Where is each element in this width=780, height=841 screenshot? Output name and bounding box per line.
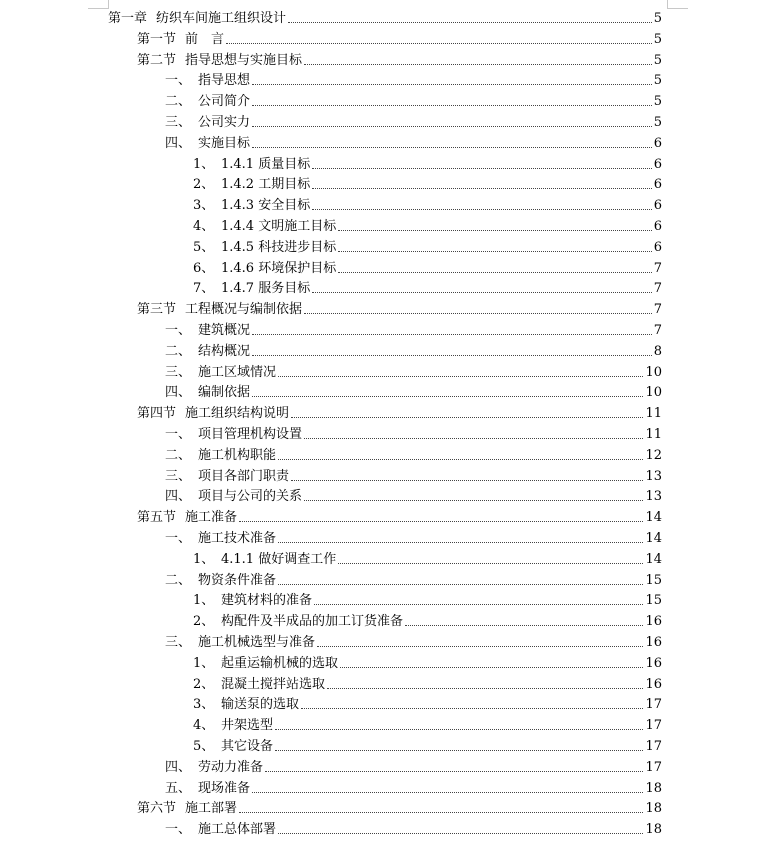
toc-entry-page-number: 7 xyxy=(653,281,662,297)
toc-entry[interactable] xyxy=(137,402,662,422)
toc-entry[interactable] xyxy=(165,485,662,505)
toc-entry-page-number: 18 xyxy=(645,780,662,796)
toc-entry-number: 四、 xyxy=(165,489,192,505)
toc-dot-leader xyxy=(304,313,652,314)
toc-entry-title: 1.4.4 文明施工目标 xyxy=(221,219,337,234)
toc-entry-number: 第三节 xyxy=(137,302,177,318)
toc-entry[interactable] xyxy=(193,673,662,693)
toc-dot-leader xyxy=(252,792,643,793)
toc-dot-leader xyxy=(252,355,652,356)
toc-dot-leader xyxy=(278,584,643,585)
toc-entry[interactable] xyxy=(137,506,662,526)
toc-entry-page-number: 15 xyxy=(645,572,662,588)
toc-entry[interactable] xyxy=(165,69,662,89)
toc-entry[interactable] xyxy=(165,777,662,797)
toc-entry-page-number: 7 xyxy=(653,302,662,318)
toc-entry-number: 三、 xyxy=(165,115,192,130)
toc-entry[interactable] xyxy=(165,90,662,110)
toc-entry[interactable] xyxy=(165,381,662,401)
toc-entry-title: 劳动力准备 xyxy=(198,759,264,775)
toc-entry-page-number: 6 xyxy=(653,219,662,234)
toc-dot-leader xyxy=(314,604,643,605)
toc-entry-title: 建筑材料的准备 xyxy=(221,593,313,609)
toc-entry-page-number: 6 xyxy=(653,239,662,255)
toc-entry-title: 构配件及半成品的加工订货准备 xyxy=(221,614,404,630)
toc-entry-title: 其它设备 xyxy=(221,739,274,754)
toc-dot-leader xyxy=(304,500,643,501)
toc-entry-number: 1、 xyxy=(193,655,215,671)
toc-entry-page-number: 17 xyxy=(645,718,662,734)
toc-entry-page-number: 8 xyxy=(653,343,662,359)
toc-entry-page-number: 11 xyxy=(645,427,662,442)
toc-entry-page-number: 6 xyxy=(653,198,662,214)
toc-entry-page-number: 7 xyxy=(653,323,662,338)
toc-dot-leader xyxy=(291,417,643,418)
toc-entry-title: 混凝土搅拌站选取 xyxy=(221,676,326,692)
toc-dot-leader xyxy=(226,43,652,44)
toc-entry[interactable] xyxy=(193,257,662,277)
toc-entry-title: 1.4.1 质量目标 xyxy=(221,156,311,172)
toc-entry-title: 4.1.1 做好调查工作 xyxy=(221,551,337,567)
toc-dot-leader xyxy=(338,230,652,231)
toc-entry-title: 施工区域情况 xyxy=(198,364,277,380)
toc-entry-title: 施工机构职能 xyxy=(198,447,277,463)
toc-entry[interactable] xyxy=(137,298,662,318)
toc-entry[interactable] xyxy=(165,340,662,360)
toc-entry[interactable] xyxy=(193,236,662,256)
toc-entry-page-number: 7 xyxy=(653,260,662,276)
toc-entry-page-number: 17 xyxy=(645,739,662,754)
toc-entry-page-number: 16 xyxy=(645,614,662,630)
toc-dot-leader xyxy=(327,688,643,689)
toc-entry[interactable] xyxy=(193,548,662,568)
toc-entry[interactable] xyxy=(137,49,662,69)
toc-entry-title: 物资条件准备 xyxy=(198,572,277,588)
toc-entry-title: 纺织车间施工组织设计 xyxy=(156,11,287,26)
toc-entry-page-number: 18 xyxy=(645,801,662,817)
toc-dot-leader xyxy=(312,188,652,189)
toc-entry-number: 二、 xyxy=(165,343,192,359)
toc-entry-number: 三、 xyxy=(165,364,192,380)
toc-entry-title: 结构概况 xyxy=(198,343,251,359)
toc-dot-leader xyxy=(405,625,643,626)
toc-entry-title: 施工部署 xyxy=(185,801,238,817)
page-corner-mark-right xyxy=(667,0,688,9)
toc-entry[interactable] xyxy=(165,465,662,485)
toc-entry-page-number: 12 xyxy=(645,447,662,463)
toc-entry-title: 施工总体部署 xyxy=(198,822,277,838)
toc-entry-number: 4、 xyxy=(193,718,215,734)
toc-entry-title: 实施目标 xyxy=(198,135,251,151)
toc-dot-leader xyxy=(275,750,643,751)
toc-entry-page-number: 16 xyxy=(645,635,662,650)
toc-entry-page-number: 5 xyxy=(653,73,662,89)
toc-entry-page-number: 17 xyxy=(645,759,662,775)
toc-entry-number: 5、 xyxy=(193,739,215,754)
toc-entry[interactable] xyxy=(193,215,662,235)
toc-dot-leader xyxy=(312,168,652,169)
toc-entry-number: 二、 xyxy=(165,94,192,110)
toc-entry[interactable] xyxy=(165,319,662,339)
toc-entry[interactable] xyxy=(193,277,662,297)
toc-entry-page-number: 6 xyxy=(653,135,662,151)
toc-entry-number: 2、 xyxy=(193,676,215,692)
toc-entry[interactable] xyxy=(165,569,662,589)
toc-dot-leader xyxy=(340,667,643,668)
toc-entry-number: 6、 xyxy=(193,260,215,276)
toc-entry[interactable] xyxy=(165,361,662,381)
toc-entry-page-number: 10 xyxy=(645,364,662,380)
toc-entry-number: 1、 xyxy=(193,551,215,567)
toc-dot-leader xyxy=(288,22,652,23)
toc-entry-number: 四、 xyxy=(165,385,192,401)
toc-entry-number: 第二节 xyxy=(137,52,177,68)
toc-dot-leader xyxy=(291,480,643,481)
toc-entry-title: 施工机械选型与准备 xyxy=(198,635,316,650)
toc-entry-title: 指导思想与实施目标 xyxy=(185,52,303,68)
toc-dot-leader xyxy=(304,64,652,65)
toc-entry[interactable] xyxy=(165,527,662,547)
toc-entry-number: 4、 xyxy=(193,219,215,234)
toc-entry-page-number: 13 xyxy=(645,468,662,484)
toc-entry[interactable] xyxy=(108,7,662,27)
toc-dot-leader xyxy=(275,729,643,730)
toc-dot-leader xyxy=(312,292,652,293)
toc-dot-leader xyxy=(338,563,643,564)
toc-dot-leader xyxy=(278,833,643,834)
toc-entry-title: 现场准备 xyxy=(198,780,251,796)
toc-entry[interactable] xyxy=(165,444,662,464)
toc-entry-number: 3、 xyxy=(193,697,215,713)
toc-entry-title: 施工准备 xyxy=(185,510,238,526)
toc-entry-number: 二、 xyxy=(165,572,192,588)
toc-dot-leader xyxy=(252,334,652,335)
toc-entry-page-number: 5 xyxy=(653,52,662,68)
toc-entry-page-number: 13 xyxy=(645,489,662,505)
toc-dot-leader xyxy=(301,708,643,709)
toc-entry-page-number: 5 xyxy=(653,94,662,110)
toc-dot-leader xyxy=(278,459,643,460)
toc-entry-title: 公司简介 xyxy=(198,94,251,110)
toc-entry-title: 公司实力 xyxy=(198,115,251,130)
toc-dot-leader xyxy=(265,771,643,772)
toc-entry-number: 二、 xyxy=(165,447,192,463)
toc-entry-page-number: 5 xyxy=(653,115,662,130)
toc-entry[interactable] xyxy=(165,423,662,443)
toc-entry-title: 1.4.3 安全目标 xyxy=(221,198,311,214)
toc-entry-page-number: 16 xyxy=(645,655,662,671)
toc-entry[interactable] xyxy=(193,173,662,193)
toc-entry-number: 四、 xyxy=(165,135,192,151)
toc-entry-title: 项目各部门职责 xyxy=(198,468,290,484)
toc-entry[interactable] xyxy=(193,194,662,214)
toc-entry-title: 编制依据 xyxy=(198,385,251,401)
toc-entry-title: 1.4.5 科技进步目标 xyxy=(221,239,337,255)
toc-entry[interactable] xyxy=(193,693,662,713)
toc-entry-title: 项目管理机构设置 xyxy=(198,427,303,442)
toc-entry-number: 一、 xyxy=(165,822,192,838)
toc-entry-title: 施工技术准备 xyxy=(198,531,277,546)
toc-dot-leader xyxy=(239,812,643,813)
toc-entry-page-number: 5 xyxy=(653,31,662,47)
toc-entry-title: 前 言 xyxy=(185,31,225,47)
toc-entry-number: 一、 xyxy=(165,531,192,546)
toc-entry-page-number: 16 xyxy=(645,676,662,692)
toc-entry-page-number: 10 xyxy=(645,385,662,401)
toc-entry-number: 3、 xyxy=(193,198,215,214)
toc-entry-page-number: 14 xyxy=(645,551,662,567)
toc-entry-title: 1.4.6 环境保护目标 xyxy=(221,260,337,276)
toc-entry[interactable] xyxy=(193,610,662,630)
toc-entry-number: 三、 xyxy=(165,468,192,484)
toc-entry-page-number: 18 xyxy=(645,822,662,838)
toc-entry[interactable] xyxy=(165,631,662,651)
toc-dot-leader xyxy=(304,438,643,439)
toc-entry-number: 第五节 xyxy=(137,510,177,526)
toc-dot-leader xyxy=(317,646,643,647)
toc-entry-number: 一、 xyxy=(165,73,192,89)
toc-entry[interactable] xyxy=(137,28,662,48)
toc-entry-page-number: 14 xyxy=(645,531,662,546)
toc-entry-title: 施工组织结构说明 xyxy=(185,406,290,422)
toc-entry[interactable] xyxy=(193,714,662,734)
toc-entry-title: 工程概况与编制依据 xyxy=(185,302,303,318)
toc-entry[interactable] xyxy=(137,797,662,817)
toc-entry-page-number: 14 xyxy=(645,510,662,526)
toc-dot-leader xyxy=(338,272,652,273)
toc-dot-leader xyxy=(338,251,652,252)
toc-entry-title: 1.4.7 服务目标 xyxy=(221,281,311,297)
toc-entry-title: 起重运输机械的选取 xyxy=(221,655,339,671)
toc-entry-number: 四、 xyxy=(165,759,192,775)
toc-dot-leader xyxy=(252,105,652,106)
toc-entry-page-number: 17 xyxy=(645,697,662,713)
toc-entry-number: 第一章 xyxy=(108,11,148,26)
toc-entry-number: 五、 xyxy=(165,780,192,796)
toc-entry-number: 7、 xyxy=(193,281,215,297)
toc-dot-leader xyxy=(252,126,652,127)
toc-entry-title: 项目与公司的关系 xyxy=(198,489,303,505)
toc-entry-page-number: 6 xyxy=(653,177,662,193)
toc-dot-leader xyxy=(278,542,643,543)
toc-entry-page-number: 6 xyxy=(653,156,662,172)
toc-entry-number: 一、 xyxy=(165,427,192,442)
toc-dot-leader xyxy=(312,209,652,210)
toc-entry-number: 第四节 xyxy=(137,406,177,422)
toc-entry-title: 指导思想 xyxy=(198,73,251,89)
toc-entry-number: 第一节 xyxy=(137,31,177,47)
toc-dot-leader xyxy=(239,521,643,522)
toc-entry[interactable] xyxy=(165,111,662,131)
toc-entry-number: 一、 xyxy=(165,323,192,338)
toc-entry-title: 输送泵的选取 xyxy=(221,697,300,713)
toc-dot-leader xyxy=(252,147,652,148)
toc-entry-page-number: 5 xyxy=(653,11,662,26)
toc-entry[interactable] xyxy=(165,818,662,838)
toc-entry[interactable] xyxy=(193,153,662,173)
toc-entry[interactable] xyxy=(165,132,662,152)
toc-dot-leader xyxy=(278,376,643,377)
toc-entry-number: 5、 xyxy=(193,239,215,255)
toc-entry-number: 1、 xyxy=(193,593,215,609)
toc-entry-title: 井架选型 xyxy=(221,718,274,734)
toc-entry-number: 三、 xyxy=(165,635,192,650)
toc-entry-number: 2、 xyxy=(193,177,215,193)
page-corner-mark-left xyxy=(88,0,109,9)
toc-dot-leader xyxy=(252,396,643,397)
toc-entry[interactable] xyxy=(193,589,662,609)
toc-entry-title: 建筑概况 xyxy=(198,323,251,338)
toc-entry-number: 第六节 xyxy=(137,801,177,817)
toc-entry-title: 1.4.2 工期目标 xyxy=(221,177,311,193)
toc-entry[interactable] xyxy=(193,652,662,672)
toc-dot-leader xyxy=(252,84,652,85)
toc-entry-page-number: 11 xyxy=(645,406,662,422)
toc-entry-number: 1、 xyxy=(193,156,215,172)
toc-entry[interactable] xyxy=(193,735,662,755)
toc-entry-page-number: 15 xyxy=(645,593,662,609)
toc-entry-number: 2、 xyxy=(193,614,215,630)
toc-entry[interactable] xyxy=(165,756,662,776)
